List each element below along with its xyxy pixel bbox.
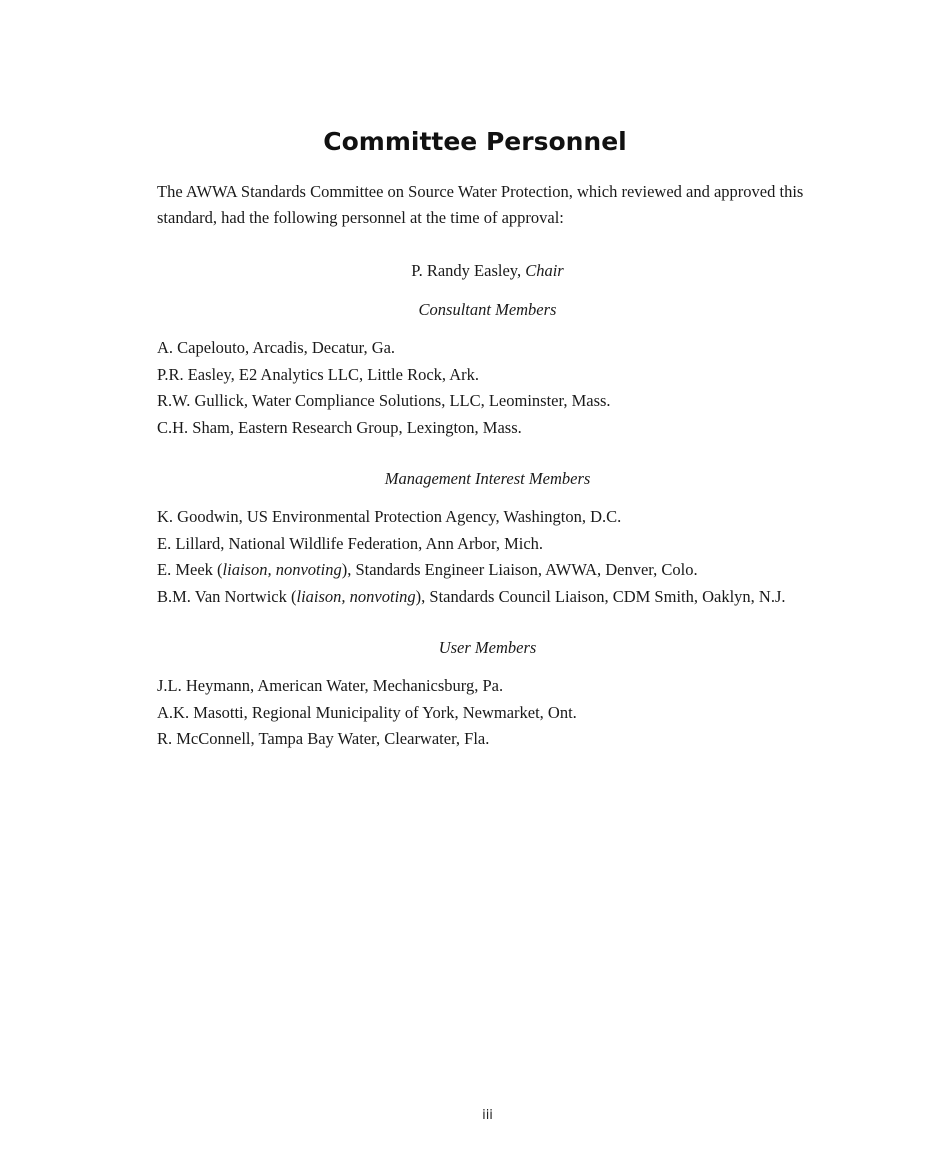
member-entry: R. McConnell, Tampa Bay Water, Clearwater, Fla.	[157, 729, 490, 748]
user-member-list	[157, 673, 857, 753]
page-title: Committee Personnel	[323, 127, 627, 156]
section-heading-user: User Members	[438, 638, 537, 657]
section-heading-consultant: Consultant Members	[418, 300, 557, 319]
member-entry: K. Goodwin, US Environmental Protection Agency, Washington, D.C.	[157, 507, 622, 526]
committee-chair	[0, 258, 950, 284]
chair-name: P. Randy Easley,	[411, 261, 522, 280]
member-entry: R.W. Gullick, Water Compliance Solutions, LLC, Leominster, Mass.	[157, 391, 611, 410]
member-entry: E. Lillard, National Wildlife Federation, Ann Arbor, Mich.	[157, 533, 544, 553]
member-entry: C.H. Sham, Eastern Research Group, Lexington, Mass.	[157, 417, 522, 437]
member-entry: P.R. Easley, E2 Analytics LLC, Little Rock, Ark.	[157, 364, 480, 384]
management-member-list	[157, 504, 857, 610]
intro-paragraph: The AWWA Standards Committee on Source Water Protection, which reviewed and approved this standard, had the following personnel at the time of approval:	[157, 182, 804, 227]
page-number: iii	[482, 1108, 493, 1123]
member-entry: A.K. Masotti, Regional Municipality of York, Newmarket, Ont.	[157, 702, 577, 722]
consultant-member-list	[157, 335, 857, 441]
member-entry: E. Meek (liaison, nonvoting), Standards Engineer Liaison, AWWA, Denver, Colo.	[157, 560, 698, 579]
chair-role: Chair	[525, 261, 564, 280]
member-entry: J.L. Heymann, American Water, Mechanicsburg, Pa.	[157, 676, 504, 695]
member-entry: B.M. Van Nortwick (liaison, nonvoting), Standards Council Liaison, CDM Smith, Oaklyn, N.J.	[157, 586, 786, 606]
section-heading-management: Management Interest Members	[384, 469, 591, 488]
member-entry: A. Capelouto, Arcadis, Decatur, Ga.	[157, 338, 396, 357]
